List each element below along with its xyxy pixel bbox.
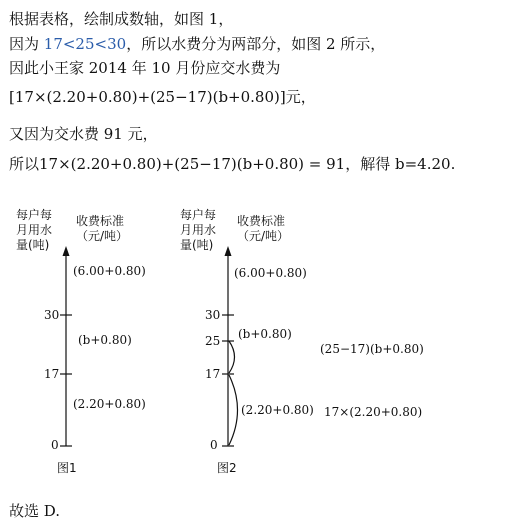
- fig2-left-header-line: 量(吨): [180, 238, 214, 252]
- fig2-caption: 图2: [217, 461, 237, 475]
- fig1-right-header-line: 收费标准: [76, 214, 125, 228]
- fig1-rate-bottom: (2.20+0.80): [73, 397, 146, 411]
- fig2-brace-lower: [229, 375, 238, 445]
- fig2-brace-upper: [229, 341, 235, 373]
- fig1-rate-top: (6.00+0.80): [73, 264, 146, 278]
- fig2-right-header-line: （元/吨）: [237, 229, 290, 243]
- solution-line-2-start: 因为: [9, 35, 44, 53]
- fig2-tick-label-25: 25: [205, 334, 221, 348]
- formula-equation-result: ，解得 b=4.20.: [345, 155, 456, 173]
- fig2-tick-label-17: 17: [205, 367, 221, 381]
- answer-text: 故选 D.: [9, 502, 61, 520]
- formula-equation-expr: 17×(2.20+0.80)+(25−17)(b+0.80) = 91: [39, 155, 346, 173]
- fig2-tick-label-0: 0: [210, 438, 218, 452]
- formula-total-fee-expr: [17×(2.20+0.80)+(25−17)(b+0.80)]: [9, 88, 286, 106]
- fig2-right-header-line: 收费标准: [237, 214, 286, 228]
- formula-equation-prefix: 所以: [9, 155, 40, 173]
- fig1-axis-arrow: [63, 246, 70, 256]
- fig2-rate-bottom: (2.20+0.80): [241, 403, 314, 417]
- solution-line-1: 根据表格，绘制成数轴，如图 1，: [9, 10, 234, 28]
- fig1-left-header-line: 月用水: [16, 223, 53, 237]
- inequality-text: 17<25<30: [43, 35, 127, 53]
- fig2-axis-arrow: [225, 246, 232, 256]
- fig2-rate-top: (6.00+0.80): [234, 266, 307, 280]
- fig2-axis: [222, 246, 238, 446]
- fig2-left-header-line: 月用水: [180, 223, 217, 237]
- fig1-caption: 图1: [57, 461, 77, 475]
- formula-total-fee-unit: 元，: [285, 88, 316, 106]
- solution-line-3: 因此小王家 2014 年 10 月份应交水费为: [9, 59, 281, 77]
- fig1-tick-label-30: 30: [44, 308, 60, 322]
- fig1-tick-label-17: 17: [44, 367, 60, 381]
- fig2-left-header-line: 每户每: [180, 208, 217, 222]
- solution-line-2-end: ，所以水费分为两部分，如图 2 所示，: [126, 35, 386, 53]
- fig2-rate-middle: (b+0.80): [238, 327, 292, 341]
- fig2-note-lower: 17×(2.20+0.80): [324, 405, 423, 419]
- fig1-left-header-line: 每户每: [16, 208, 53, 222]
- fig1-tick-label-0: 0: [51, 438, 59, 452]
- solution-line-5: 又因为交水费 91 元，: [9, 125, 158, 143]
- fig2-note-upper: (25−17)(b+0.80): [320, 342, 424, 356]
- fig1-right-header-line: （元/吨）: [76, 229, 129, 243]
- fig2-tick-label-30: 30: [205, 308, 221, 322]
- fig1-rate-middle: (b+0.80): [78, 333, 132, 347]
- fig1-axis: [60, 246, 72, 446]
- fig1-left-header-line: 量(吨): [16, 238, 50, 252]
